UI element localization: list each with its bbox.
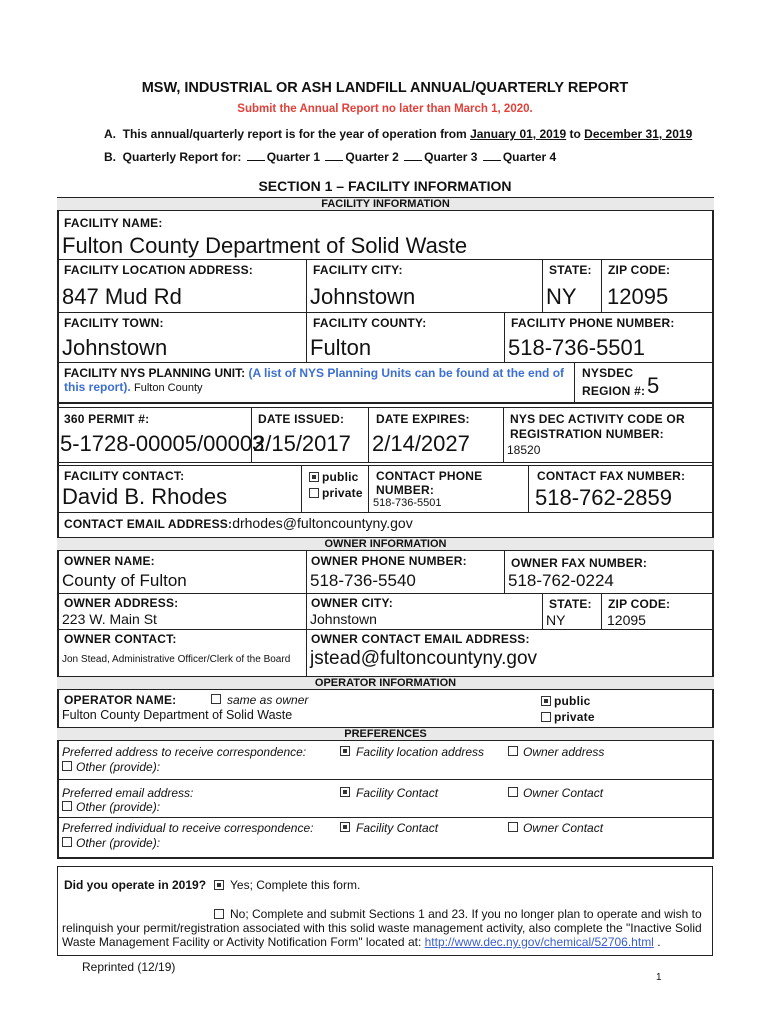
owner-zip-label: ZIP CODE:: [608, 597, 671, 611]
owner-phone[interactable]: 518-736-5540: [310, 571, 416, 590]
facility-contact[interactable]: David B. Rhodes: [62, 484, 228, 509]
pref-email-facility-checkbox[interactable]: [340, 787, 350, 797]
registration-number-label: REGISTRATION NUMBER:: [510, 427, 664, 441]
deadline-note: Submit the Annual Report no later than March 1, 2020.: [237, 103, 533, 115]
owner-zip[interactable]: 12095: [607, 612, 646, 628]
operate-no-line2: relinquish your permit/registration associated with this solid waste management activity, also complete the "Inactive Solid: [62, 921, 702, 935]
facility-city[interactable]: Johnstown: [310, 284, 416, 309]
pref-address-owner-checkbox[interactable]: [508, 746, 518, 756]
contact-phone-label-2: NUMBER:: [376, 483, 435, 497]
planning-unit-row: this report). Fulton County: [64, 380, 203, 394]
private-label: private: [322, 486, 363, 500]
operator-name[interactable]: Fulton County Department of Solid Waste: [62, 708, 293, 722]
contact-email[interactable]: drhodes@fultoncountyny.gov: [232, 515, 413, 531]
inactive-form-link[interactable]: http://www.dec.ny.gov/chemical/52706.html: [424, 935, 654, 949]
owner-email-label: OWNER CONTACT EMAIL ADDRESS:: [311, 632, 530, 646]
owner-info-band: OWNER INFORMATION: [57, 537, 714, 551]
pref-email-owner-label: Owner Contact: [523, 786, 604, 800]
owner-city[interactable]: Johnstown: [310, 611, 377, 627]
facility-zip[interactable]: 12095: [607, 284, 669, 309]
item-a: A. This annual/quarterly report is for the year of operation from January 01, 2019 to December 31, 2019: [104, 127, 693, 141]
quarter-2-blank[interactable]: [325, 151, 343, 161]
contact-fax-label: CONTACT FAX NUMBER:: [537, 469, 686, 483]
facility-contact-public-checkbox[interactable]: [309, 472, 319, 482]
owner-name[interactable]: County of Fulton: [62, 571, 187, 590]
operate-no-line1: No; Complete and submit Sections 1 and 23. If you no longer plan to operate and wish to: [230, 907, 702, 921]
owner-state-label: STATE:: [549, 597, 592, 611]
planning-unit-value[interactable]: Fulton County: [134, 382, 203, 394]
same-as-owner-checkbox[interactable]: [211, 694, 221, 704]
operator-public-label: public: [554, 694, 591, 708]
owner-email[interactable]: jstead@fultoncountyny.gov: [310, 648, 538, 669]
pref-individual-other-checkbox[interactable]: [62, 837, 72, 847]
facility-phone[interactable]: 518-736-5501: [508, 335, 646, 360]
facility-name[interactable]: Fulton County Department of Solid Waste: [62, 233, 468, 258]
activity-code[interactable]: 18520: [507, 443, 541, 457]
owner-address[interactable]: 223 W. Main St: [62, 611, 157, 627]
owner-phone-label: OWNER PHONE NUMBER:: [311, 554, 467, 568]
operate-no-checkbox[interactable]: [214, 909, 224, 919]
activity-code-label: NYS DEC ACTIVITY CODE OR: [510, 412, 685, 426]
owner-contact-label: OWNER CONTACT:: [64, 632, 177, 646]
region-label-2: REGION #:: [582, 384, 646, 398]
facility-name-label: FACILITY NAME:: [64, 216, 163, 230]
operate-yes-label: Yes; Complete this form.: [230, 878, 361, 892]
facility-county-label: FACILITY COUNTY:: [313, 316, 427, 330]
facility-city-label: FACILITY CITY:: [313, 263, 403, 277]
pref-individual-question: Preferred individual to receive correspondence:: [62, 821, 314, 835]
facility-phone-label: FACILITY PHONE NUMBER:: [511, 316, 675, 330]
item-b: B. Quarterly Report for: Quarter 1 Quarter 2 Quarter 3 Quarter 4: [104, 150, 557, 164]
pref-address-other-checkbox[interactable]: [62, 761, 72, 771]
public-label: public: [322, 470, 359, 484]
facility-address[interactable]: 847 Mud Rd: [62, 284, 182, 309]
contact-email-row: CONTACT EMAIL ADDRESS:drhodes@fultoncountyny.gov: [64, 515, 413, 531]
region-number[interactable]: 5: [647, 373, 660, 398]
owner-contact[interactable]: Jon Stead, Administrative Officer/Clerk of the Board: [62, 654, 291, 665]
pref-address-owner-label: Owner address: [523, 745, 605, 759]
date-issued[interactable]: 2/15/2017: [253, 431, 351, 456]
operate-no-line3-row: Waste Management Facility or Activity Notification Form" located at: http://www.dec.ny.gov/chemical/52706.html .: [62, 935, 661, 949]
owner-state[interactable]: NY: [546, 612, 566, 628]
permit-label: 360 PERMIT #:: [64, 412, 150, 426]
same-as-owner-label: same as owner: [227, 693, 309, 707]
facility-contact-label: FACILITY CONTACT:: [64, 469, 185, 483]
owner-fax[interactable]: 518-762-0224: [508, 571, 614, 590]
owner-fax-label: OWNER FAX NUMBER:: [511, 556, 648, 570]
operator-name-label: OPERATOR NAME:: [64, 693, 177, 707]
pref-address-question: Preferred address to receive correspondence:: [62, 745, 307, 759]
pref-individual-owner-label: Owner Contact: [523, 821, 604, 835]
date-expires[interactable]: 2/14/2027: [372, 431, 470, 456]
report-title: MSW, INDUSTRIAL OR ASH LANDFILL ANNUAL/QUARTERLY REPORT: [141, 80, 629, 96]
facility-info-band: FACILITY INFORMATION: [57, 197, 714, 211]
pref-email-question: Preferred email address:: [62, 786, 194, 800]
pref-individual-facility-checkbox[interactable]: [340, 822, 350, 832]
region-label: NYSDEC: [582, 366, 634, 380]
facility-town-label: FACILITY TOWN:: [64, 316, 164, 330]
pref-email-other-label: Other (provide):: [76, 800, 161, 814]
pref-individual-owner-checkbox[interactable]: [508, 822, 518, 832]
pref-individual-facility-label: Facility Contact: [356, 821, 439, 835]
operator-public-checkbox[interactable]: [541, 696, 551, 706]
permit-number[interactable]: 5-1728-00005/00003: [60, 431, 265, 456]
reprinted-note: Reprinted (12/19): [82, 960, 176, 974]
owner-address-label: OWNER ADDRESS:: [64, 596, 179, 610]
quarter-1-blank[interactable]: [247, 151, 265, 161]
contact-fax[interactable]: 518-762-2859: [535, 485, 673, 510]
contact-phone-label: CONTACT PHONE: [376, 469, 483, 483]
operator-private-label: private: [554, 710, 595, 724]
facility-state-label: STATE:: [549, 263, 592, 277]
owner-name-label: OWNER NAME:: [64, 554, 155, 568]
facility-county[interactable]: Fulton: [310, 335, 372, 360]
owner-city-label: OWNER CITY:: [311, 596, 393, 610]
pref-email-other-checkbox[interactable]: [62, 801, 72, 811]
operate-yes-checkbox[interactable]: [214, 880, 224, 890]
facility-town[interactable]: Johnstown: [62, 335, 168, 360]
pref-address-facility-label: Facility location address: [356, 745, 485, 759]
operator-info-band: OPERATOR INFORMATION: [57, 676, 714, 690]
section-1-title: SECTION 1 – FACILITY INFORMATION: [258, 178, 512, 194]
pref-address-facility-checkbox[interactable]: [340, 746, 350, 756]
pref-address-other-label: Other (provide):: [76, 760, 161, 774]
operator-private-checkbox[interactable]: [541, 712, 551, 722]
facility-state[interactable]: NY: [546, 284, 577, 309]
planning-unit-label: FACILITY NYS PLANNING UNIT: (A list of NYS Planning Units can be found at the end of: [64, 366, 565, 380]
contact-phone[interactable]: 518-736-5501: [373, 497, 442, 509]
year-from: January 01, 2019: [470, 127, 567, 141]
quarter-4-blank[interactable]: [483, 151, 501, 161]
page-number: 1: [656, 972, 662, 983]
date-issued-label: DATE ISSUED:: [258, 412, 345, 426]
operate-question-row: [64, 878, 206, 892]
pref-email-owner-checkbox[interactable]: [508, 787, 518, 797]
pref-email-facility-label: Facility Contact: [356, 786, 439, 800]
operate-question: Did you operate in 2019?: [64, 878, 207, 892]
year-to: December 31, 2019: [584, 127, 693, 141]
facility-address-label: FACILITY LOCATION ADDRESS:: [64, 263, 253, 277]
facility-zip-label: ZIP CODE:: [608, 263, 671, 277]
facility-contact-private-checkbox[interactable]: [309, 488, 319, 498]
pref-individual-other-label: Other (provide):: [76, 836, 161, 850]
quarter-3-blank[interactable]: [404, 151, 422, 161]
date-expires-label: DATE EXPIRES:: [376, 412, 470, 426]
preferences-band: PREFERENCES: [57, 727, 714, 741]
